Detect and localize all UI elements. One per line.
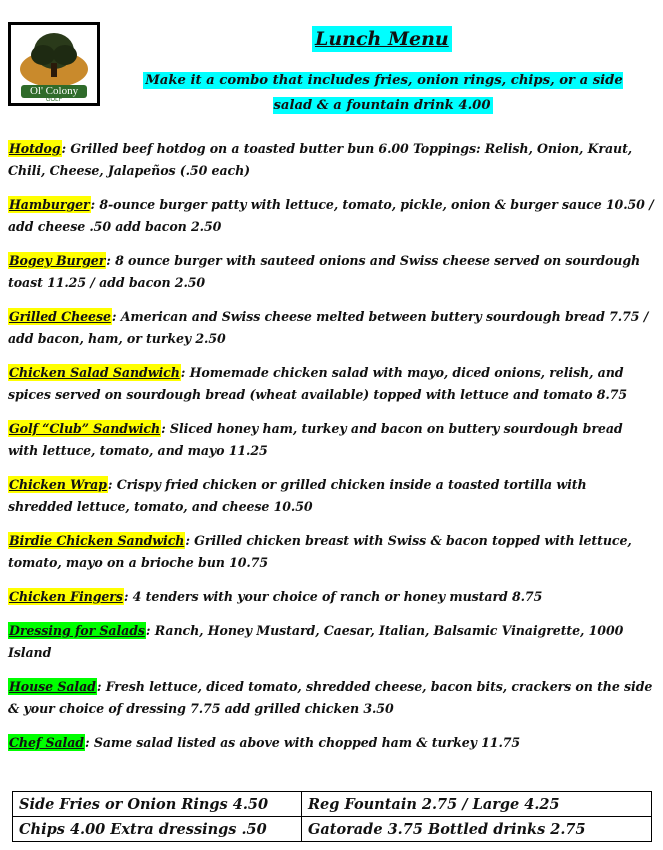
menu-item (8, 676, 654, 720)
menu-item-desc: : Grilled chicken breast with Swiss & bacon topped with lettuce, tomato, mayo on a brioche bun 10.75 (8, 533, 632, 570)
menu-item (8, 586, 654, 608)
menu-item-name: Chicken Salad Sandwich (9, 365, 180, 380)
menu-item (8, 530, 654, 574)
menu-item-name: House Salad (9, 679, 96, 694)
menu-item (8, 306, 654, 350)
menu-item-name: Birdie Chicken Sandwich (9, 533, 185, 548)
menu-item-desc: : 4 tenders with your choice of ranch or honey mustard 8.75 (123, 589, 543, 604)
menu-item (8, 474, 654, 518)
menu-item-name: Chicken Wrap (9, 477, 107, 492)
menu-item (8, 732, 654, 754)
logo (8, 22, 100, 106)
menu-item-name: Hotdog (9, 141, 61, 156)
menu-items (8, 138, 654, 766)
menu-item-name: Golf “Club” Sandwich (9, 421, 161, 436)
combo-note (128, 68, 638, 118)
menu-item-desc: : Sliced honey ham, turkey and bacon on buttery sourdough bread with lettuce, tomato, and mayo 11.25 (8, 421, 623, 458)
menu-item-desc: : 8 ounce burger with sauteed onions and Swiss cheese served on sourdough toast 11.25 / add bacon 2.50 (8, 253, 641, 290)
menu-item-name: Dressing for Salads (9, 623, 145, 638)
sides-cell: Chips 4.00 Extra dressings .50 (13, 817, 302, 842)
menu-item-desc: : Homemade chicken salad with mayo, diced onions, relish, and spices served on sourdough bread (wheat available) topped with lettuce and tomato 8.75 (8, 365, 628, 402)
menu-item-name: Hamburger (9, 197, 90, 212)
sides-cell: Gatorade 3.75 Bottled drinks 2.75 (302, 817, 652, 842)
tree-icon (17, 29, 91, 87)
menu-item-desc: : Same salad listed as above with chopped ham & turkey 11.75 (85, 735, 521, 750)
menu-item (8, 418, 654, 462)
menu-item (8, 362, 654, 406)
logo-name: Ol' Colony (21, 85, 87, 98)
menu-item (8, 250, 654, 294)
sides-cell: Reg Fountain 2.75 / Large 4.25 (302, 792, 652, 817)
page-title: Lunch Menu (312, 26, 452, 52)
menu-item (8, 194, 654, 238)
logo-sub: GOLF (45, 97, 63, 103)
combo-text: Make it a combo that includes fries, onion rings, chips, or a side salad & a fountain drink 4.00 (145, 73, 623, 113)
menu-item-desc: : Fresh lettuce, diced tomato, shredded cheese, bacon bits, crackers on the side & your choice of dressing 7.75 add grilled chicken 3.50 (8, 679, 653, 716)
sides-cell: Side Fries or Onion Rings 4.50 (13, 792, 302, 817)
menu-item-desc: : Crispy fried chicken or grilled chicken inside a toasted tortilla with shredded lettuce, tomato, and cheese 10.50 (8, 477, 587, 514)
menu-item-desc: : Grilled beef hotdog on a toasted butter bun 6.00 Toppings: Relish, Onion, Kraut, Chili, Cheese, Jalapeños (.50 each) (8, 141, 633, 178)
menu-item-desc: : American and Swiss cheese melted between buttery sourdough bread 7.75 / add bacon, ham, or turkey 2.50 (8, 309, 649, 346)
menu-item-name: Chef Salad (9, 735, 84, 750)
menu-item-desc: : Ranch, Honey Mustard, Caesar, Italian, Balsamic Vinaigrette, 1000 Island (8, 623, 624, 660)
menu-item-name: Grilled Cheese (9, 309, 111, 324)
menu-item-name: Bogey Burger (9, 253, 106, 268)
menu-item-desc: : 8-ounce burger patty with lettuce, tomato, pickle, onion & burger sauce 10.50 / add cheese .50 add bacon 2.50 (8, 197, 654, 234)
menu-item (8, 138, 654, 182)
menu-item-name: Chicken Fingers (9, 589, 123, 604)
sides-row (13, 817, 652, 842)
sides-table (12, 791, 652, 842)
menu-item (8, 620, 654, 664)
sides-row (13, 792, 652, 817)
